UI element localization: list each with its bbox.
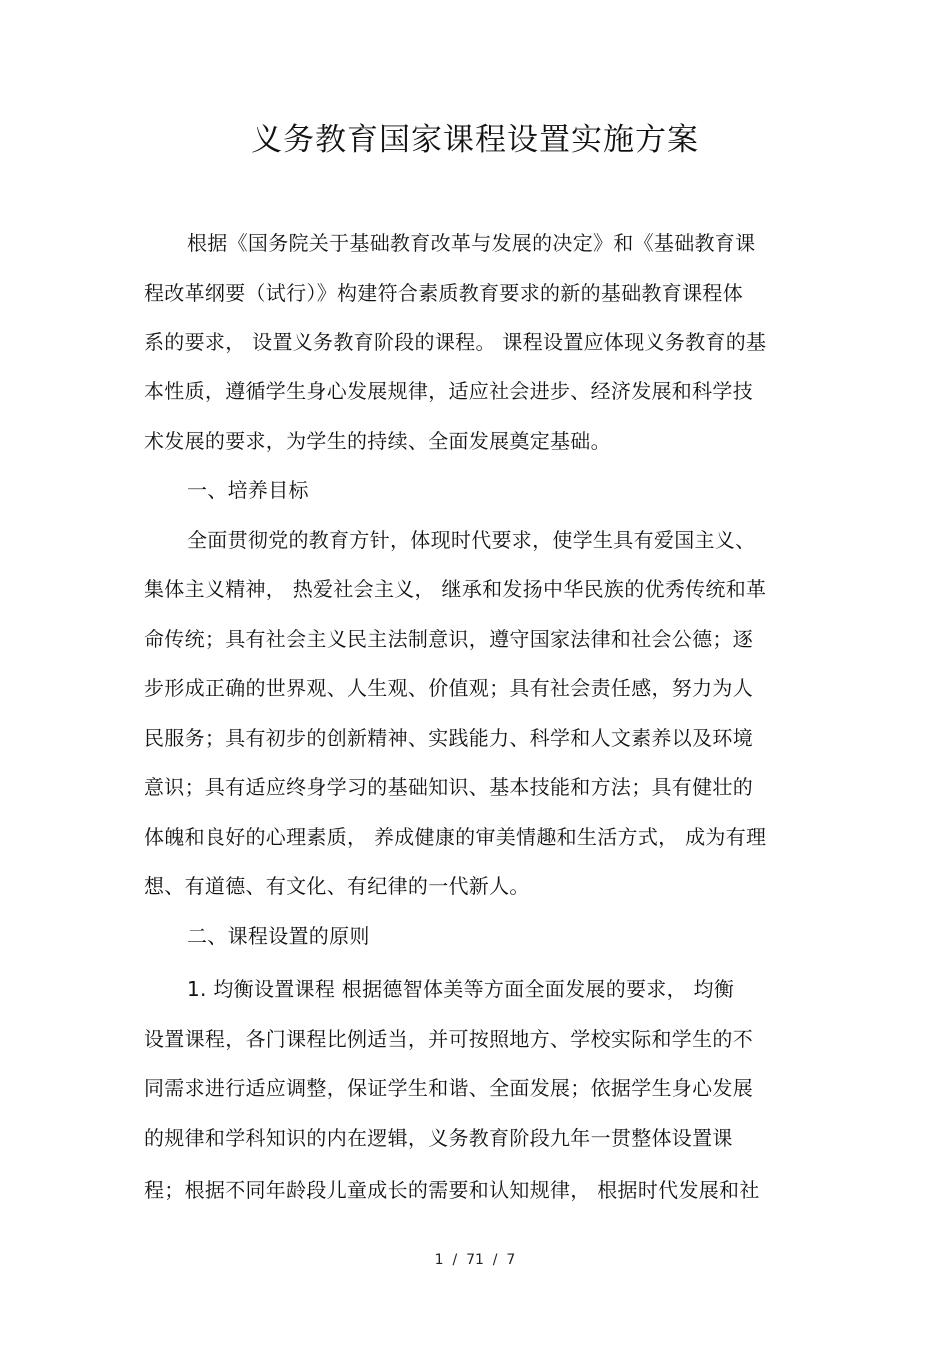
paragraph-line: 程改革纲要（试行）》构建符合素质教育要求的新的基础教育课程体 xyxy=(144,281,743,305)
paragraph-line: 1. 均衡设置课程 根据德智体美等方面全面发展的要求， 均衡 xyxy=(187,977,735,1001)
paragraph-line: 的规律和学科知识的内在逻辑，义务教育阶段九年一贯整体设置课 xyxy=(144,1126,733,1150)
section-heading: 一、培养目标 xyxy=(187,478,309,502)
paragraph-line: 命传统；具有社会主义民主法制意识，遵守国家法律和社会公德；逐 xyxy=(144,627,753,651)
paragraph-line: 同需求进行适应调整，保证学生和谐、全面发展；依据学生身心发展 xyxy=(144,1076,753,1100)
paragraph-line: 程；根据不同年龄段儿童成长的需要和认知规律， 根据时代发展和社 xyxy=(144,1178,760,1202)
section-heading: 二、课程设置的原则 xyxy=(187,924,370,948)
paragraph-line: 步形成正确的世界观、人生观、价值观；具有社会责任感，努力为人 xyxy=(144,676,753,700)
paragraph-line: 设置课程，各门课程比例适当，并可按照地方、学校实际和学生的不 xyxy=(144,1027,753,1051)
paragraph-line: 体魄和良好的心理素质， 养成健康的审美情趣和生活方式， 成为有理 xyxy=(144,825,767,849)
paragraph-line: 想、有道德、有文化、有纪律的一代新人。 xyxy=(144,874,530,898)
page-number: 1 / 71 / 7 xyxy=(434,1252,516,1268)
paragraph-line: 本性质，遵循学生身心发展规律，适应社会进步、经济发展和科学技 xyxy=(144,379,753,403)
document-title: 义务教育国家课程设置实施方案 xyxy=(251,122,699,158)
paragraph-line: 意识；具有适应终身学习的基础知识、基本技能和方法；具有健壮的 xyxy=(144,775,753,799)
paragraph-line: 全面贯彻党的教育方针，体现时代要求，使学生具有爱国主义、 xyxy=(187,528,756,552)
paragraph-line: 民服务；具有初步的创新精神、实践能力、科学和人文素养以及环境 xyxy=(144,726,753,750)
paragraph-line: 系的要求， 设置义务教育阶段的课程。 课程设置应体现义务教育的基 xyxy=(144,330,767,354)
paragraph-line: 术发展的要求，为学生的持续、全面发展奠定基础。 xyxy=(144,429,611,453)
paragraph-line: 集体主义精神， 热爱社会主义， 继承和发扬中华民族的优秀传统和革 xyxy=(144,577,767,601)
paragraph-line: 根据《国务院关于基础教育改革与发展的决定》和《基础教育课 xyxy=(187,231,756,255)
